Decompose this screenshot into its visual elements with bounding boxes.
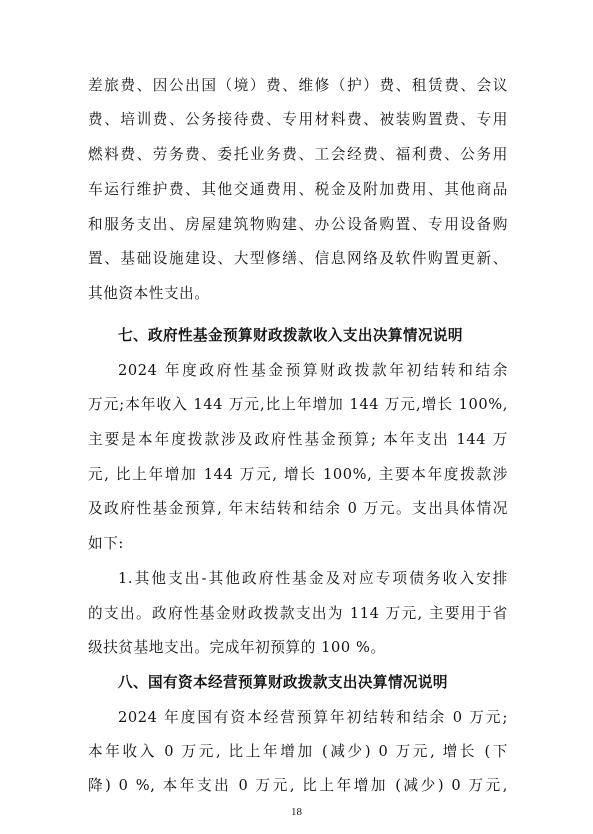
body-line: 主要是本年度拨款涉及政府性基金预算; 本年支出 144 万 <box>88 431 508 448</box>
body-line: 燃料费、劳务费、委托业务费、工会经费、福利费、公务用 <box>88 146 508 163</box>
body-line: 如下: <box>88 535 124 552</box>
body-line: 费、培训费、公务接待费、专用材料费、被装购置费、专用 <box>88 111 508 128</box>
page-number: 18 <box>291 806 302 818</box>
body-line: 其他资本性支出。 <box>88 285 210 302</box>
body-line: 降) 0 %, 本年支出 0 万元, 比上年增加 (减少) 0 万元, <box>88 777 508 794</box>
body-line: 元, 比上年增加 144 万元, 增长 100%, 主要本年度拨款涉 <box>88 466 508 483</box>
body-line: 和服务支出、房屋建筑物购建、办公设备购置、专用设备购 <box>88 216 508 233</box>
body-line: 置、基础设施建设、大型修缮、信息网络及软件购置更新、 <box>88 250 508 267</box>
body-line: 及政府性基金预算, 年末结转和结余 0 万元。支出具体情况 <box>88 500 508 517</box>
body-line: 级扶贫基地支出。完成年初预算的 100 %。 <box>88 639 386 656</box>
body-line: 车运行维护费、其他交通费用、税金及附加费用、其他商品 <box>88 181 508 198</box>
section-8-heading: 八、国有资本经营预算财政拨款支出决算情况说明 <box>118 674 448 691</box>
body-line: 差旅费、因公出国（境）费、维修（护）费、租赁费、会议 <box>88 77 508 94</box>
body-line: 的支出。政府性基金财政拨款支出为 114 万元, 主要用于省 <box>88 605 508 622</box>
body-line: 本年收入 0 万元, 比上年增加 (减少) 0 万元, 增长 (下 <box>88 743 508 760</box>
section-7-heading: 七、政府性基金预算财政拨款收入支出决算情况说明 <box>118 327 463 344</box>
body-line: 万元;本年收入 144 万元,比上年增加 144 万元,增长 100%, <box>88 396 508 413</box>
body-line: 2024 年度国有资本经营预算年初结转和结余 0 万元; <box>118 709 508 726</box>
body-line: 2024 年度政府性基金预算财政拨款年初结转和结余 <box>118 362 508 379</box>
body-line: 1.其他支出-其他政府性基金及对应专项债务收入安排 <box>118 570 508 587</box>
